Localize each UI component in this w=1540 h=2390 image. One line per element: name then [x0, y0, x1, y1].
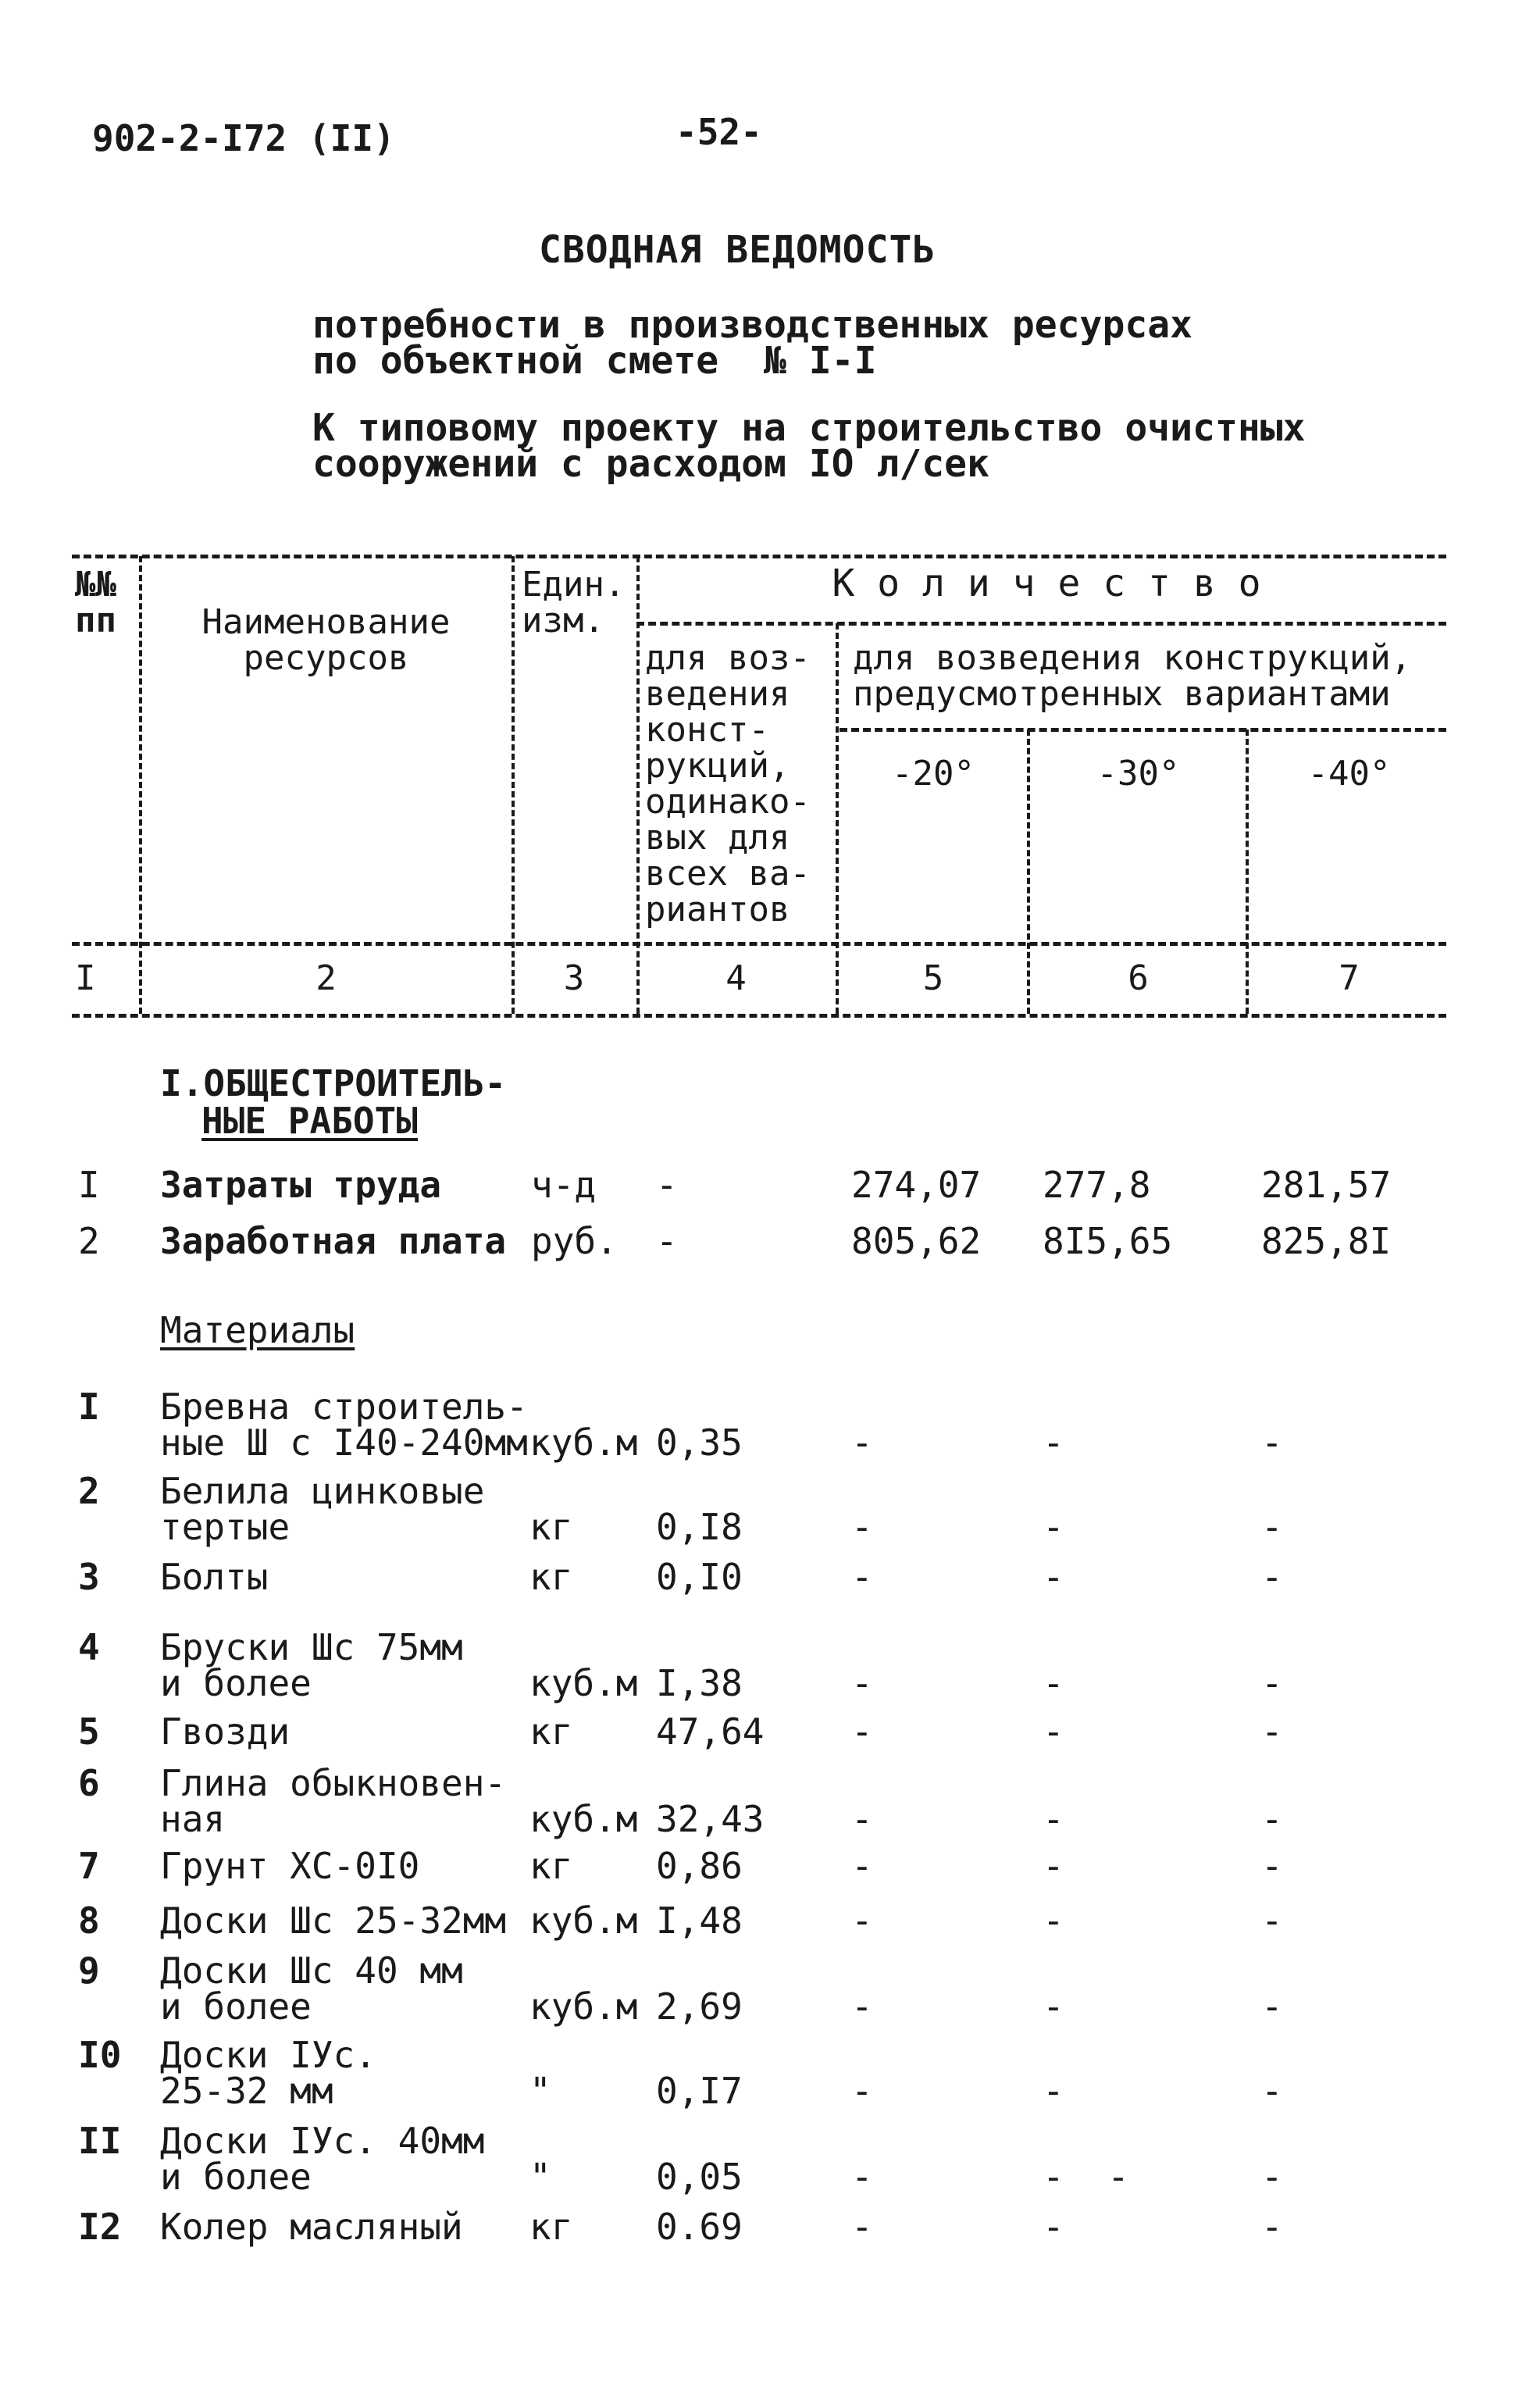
quantity-minus20: - — [851, 1900, 873, 1942]
col-header-quantity: К о л и ч е с т в о — [832, 562, 1261, 605]
col-number-6: 6 — [1128, 958, 1149, 998]
quantity-minus40: - — [1261, 1662, 1283, 1704]
quantity-minus40: - — [1261, 1422, 1283, 1464]
quantity-minus40: 825,8I — [1261, 1220, 1392, 1262]
page-number: -52- — [676, 111, 762, 153]
resource-name: Колер масляный — [160, 2206, 463, 2248]
unit: ч-д — [531, 1164, 597, 1206]
row-number: 5 — [78, 1710, 100, 1753]
common-quantity: - — [656, 1164, 678, 1206]
quantity-rule — [636, 622, 1446, 626]
resource-name: Доски Шс 40 мм — [160, 1949, 463, 1992]
quantity-minus40: 281,57 — [1261, 1164, 1392, 1206]
quantity-minus20: - — [851, 2156, 873, 2198]
quantity-minus30: 8I5,65 — [1043, 1220, 1173, 1262]
resource-name: Гвозди — [160, 1710, 291, 1753]
col-header-variants: для возведения конструкций, предусмотренных вариантами — [853, 638, 1412, 714]
numbers-bottom-rule — [72, 1014, 1446, 1018]
document-code: 902-2-I72 (II) — [92, 117, 395, 159]
row-number: 2 — [78, 1220, 100, 1262]
quantity-minus30: - — [1043, 1556, 1064, 1598]
section-title: I.ОБЩЕСТРОИТЕЛЬ- — [160, 1062, 507, 1104]
quantity-minus20: - — [851, 1798, 873, 1840]
unit: кг — [529, 1845, 573, 1887]
row-number: 4 — [78, 1626, 100, 1668]
quantity-minus30: - — [1043, 1985, 1064, 2028]
quantity-minus30: - — [1043, 1845, 1064, 1887]
col-divider-6 — [1246, 729, 1249, 1014]
row-number: I — [78, 1386, 100, 1428]
unit: кг — [529, 1710, 573, 1753]
row-number: I0 — [78, 2034, 122, 2076]
col-header-minus20: -20° — [892, 754, 975, 794]
col-divider-5 — [1027, 729, 1030, 1014]
common-quantity: 0,I7 — [656, 2070, 743, 2112]
unit: куб.м — [529, 1798, 638, 1840]
unit: куб.м — [529, 1422, 638, 1464]
col-header-minus30: -30° — [1096, 754, 1180, 794]
quantity-minus20: - — [851, 1422, 873, 1464]
col-header-common: для воз- ведения конст- рукций, одинако- вых для всех ва- риантов — [645, 638, 811, 929]
table-top-rule — [72, 555, 1446, 558]
resource-name: Заработная плата — [160, 1220, 507, 1262]
unit: куб.м — [529, 1985, 638, 2028]
resource-name-continued: тертые — [160, 1506, 291, 1548]
resource-name-continued: 25-32 мм — [160, 2070, 333, 2112]
quantity-minus20: - — [851, 1985, 873, 2028]
unit: куб.м — [529, 1662, 638, 1704]
quantity-minus30: - — [1043, 1900, 1064, 1942]
quantity-minus30: - — [1043, 2206, 1064, 2248]
resource-name: Доски IУс. 40мм — [160, 2120, 485, 2162]
resource-name: Белила цинковые — [160, 1470, 485, 1512]
quantity-minus40: - — [1261, 1900, 1283, 1942]
quantity-minus30: - — [1043, 2070, 1064, 2112]
quantity-minus20: - — [851, 1506, 873, 1548]
col-divider-3 — [636, 556, 640, 1014]
common-quantity: 0,05 — [656, 2156, 743, 2198]
common-quantity: I,48 — [656, 1900, 743, 1942]
unit: руб. — [531, 1220, 618, 1262]
resource-name-continued: ная — [160, 1798, 226, 1840]
quantity-minus40: - — [1261, 2070, 1283, 2112]
quantity-minus30: - — [1043, 1710, 1064, 1753]
unit: кг — [529, 2206, 573, 2248]
col-header-minus40: -40° — [1307, 754, 1391, 794]
row-number: 9 — [78, 1949, 100, 1992]
quantity-minus20: - — [851, 2070, 873, 2112]
row-number: II — [78, 2120, 122, 2162]
col-header-number: №№ пп — [75, 565, 116, 640]
col-number-3: 3 — [563, 958, 585, 998]
quantity-minus40: - — [1261, 1556, 1283, 1598]
quantity-minus40: - — [1261, 2206, 1283, 2248]
quantity-minus40: - — [1261, 1798, 1283, 1840]
col-header-name: Наименование ресурсов — [201, 602, 451, 678]
row-number: 3 — [78, 1556, 100, 1598]
quantity-minus40: - — [1261, 1506, 1283, 1548]
resource-name: Затраты труда — [160, 1164, 442, 1206]
resource-name: Доски IУс. — [160, 2034, 376, 2076]
common-quantity: 0,I0 — [656, 1556, 743, 1598]
unit: " — [529, 2070, 551, 2112]
col-divider-2 — [512, 556, 515, 1014]
quantity-minus20: - — [851, 1556, 873, 1598]
resource-name: Грунт ХС-0I0 — [160, 1845, 420, 1887]
resource-name-continued: и более — [160, 1985, 312, 2028]
common-quantity: I,38 — [656, 1662, 743, 1704]
unit: " — [529, 2156, 551, 2198]
resource-name-continued: ные Ш с I40-240мм — [160, 1422, 528, 1464]
quantity-minus20: 274,07 — [851, 1164, 982, 1206]
section-title-line-2: НЫЕ РАБОТЫ — [201, 1100, 418, 1142]
variants-rule — [840, 728, 1446, 732]
col-header-unit: Един. изм. — [522, 565, 626, 640]
common-quantity: 2,69 — [656, 1985, 743, 2028]
row-number: 7 — [78, 1845, 100, 1887]
resource-name-continued: и более — [160, 2156, 312, 2198]
quantity-minus40: - — [1261, 2156, 1283, 2198]
col-number-4: 4 — [725, 958, 747, 998]
row-number: I — [78, 1164, 100, 1206]
unit: кг — [529, 1556, 573, 1598]
col-number-7: 7 — [1339, 958, 1360, 998]
common-quantity: - — [656, 1220, 678, 1262]
col-number-2: 2 — [315, 958, 337, 998]
common-quantity: 0.69 — [656, 2206, 743, 2248]
common-quantity: 0,I8 — [656, 1506, 743, 1548]
quantity-minus40: - — [1261, 1710, 1283, 1753]
resource-name: Бревна строитель- — [160, 1386, 528, 1428]
header-bottom-rule — [72, 942, 1446, 946]
quantity-minus20: 805,62 — [851, 1220, 982, 1262]
col-number-1: I — [75, 958, 96, 998]
quantity-minus30: - — [1043, 1422, 1064, 1464]
common-quantity: 0,35 — [656, 1422, 743, 1464]
quantity-minus20: - — [851, 1662, 873, 1704]
quantity-minus30: - — [1043, 1506, 1064, 1548]
quantity-minus40: - — [1261, 1845, 1283, 1887]
unit: куб.м — [529, 1900, 638, 1942]
document-title: СВОДНАЯ ВЕДОМОСТЬ — [539, 228, 936, 272]
resource-name-continued: и более — [160, 1662, 312, 1704]
resource-name: Бруски Шс 75мм — [160, 1626, 463, 1668]
resource-name: Глина обыкновен- — [160, 1762, 507, 1804]
quantity-minus30: - — [1043, 1662, 1064, 1704]
unit: кг — [529, 1506, 573, 1548]
quantity-minus20: - — [851, 1845, 873, 1887]
subtitle-line-4: сооружений с расходом IO л/сек — [312, 442, 989, 486]
materials-title: Материалы — [160, 1309, 355, 1351]
row-number: 8 — [78, 1900, 100, 1942]
row-number: 2 — [78, 1470, 100, 1512]
col-divider-4 — [836, 623, 839, 1014]
col-divider-1 — [139, 556, 142, 1014]
quantity-minus20: - — [851, 1710, 873, 1753]
resource-name: Болты — [160, 1556, 269, 1598]
common-quantity: 32,43 — [656, 1798, 765, 1840]
subtitle-line-3: К типовому проекту на строительство очистных — [312, 406, 1306, 450]
common-quantity: 0,86 — [656, 1845, 743, 1887]
subtitle-line-1: потребности в производственных ресурсах — [312, 303, 1193, 347]
row-number: 6 — [78, 1762, 100, 1804]
subtitle-line-2: по объектной смете № I-I — [312, 339, 877, 383]
quantity-minus30: - — [1043, 1798, 1064, 1840]
resource-name: Доски Шс 25-32мм — [160, 1900, 507, 1942]
row-number: I2 — [78, 2206, 122, 2248]
quantity-minus20: - — [851, 2206, 873, 2248]
quantity-minus30: 277,8 — [1043, 1164, 1151, 1206]
common-quantity: 47,64 — [656, 1710, 765, 1753]
col-number-5: 5 — [922, 958, 944, 998]
quantity-minus40: - — [1261, 1985, 1283, 2028]
quantity-minus30: - - — [1043, 2156, 1129, 2198]
